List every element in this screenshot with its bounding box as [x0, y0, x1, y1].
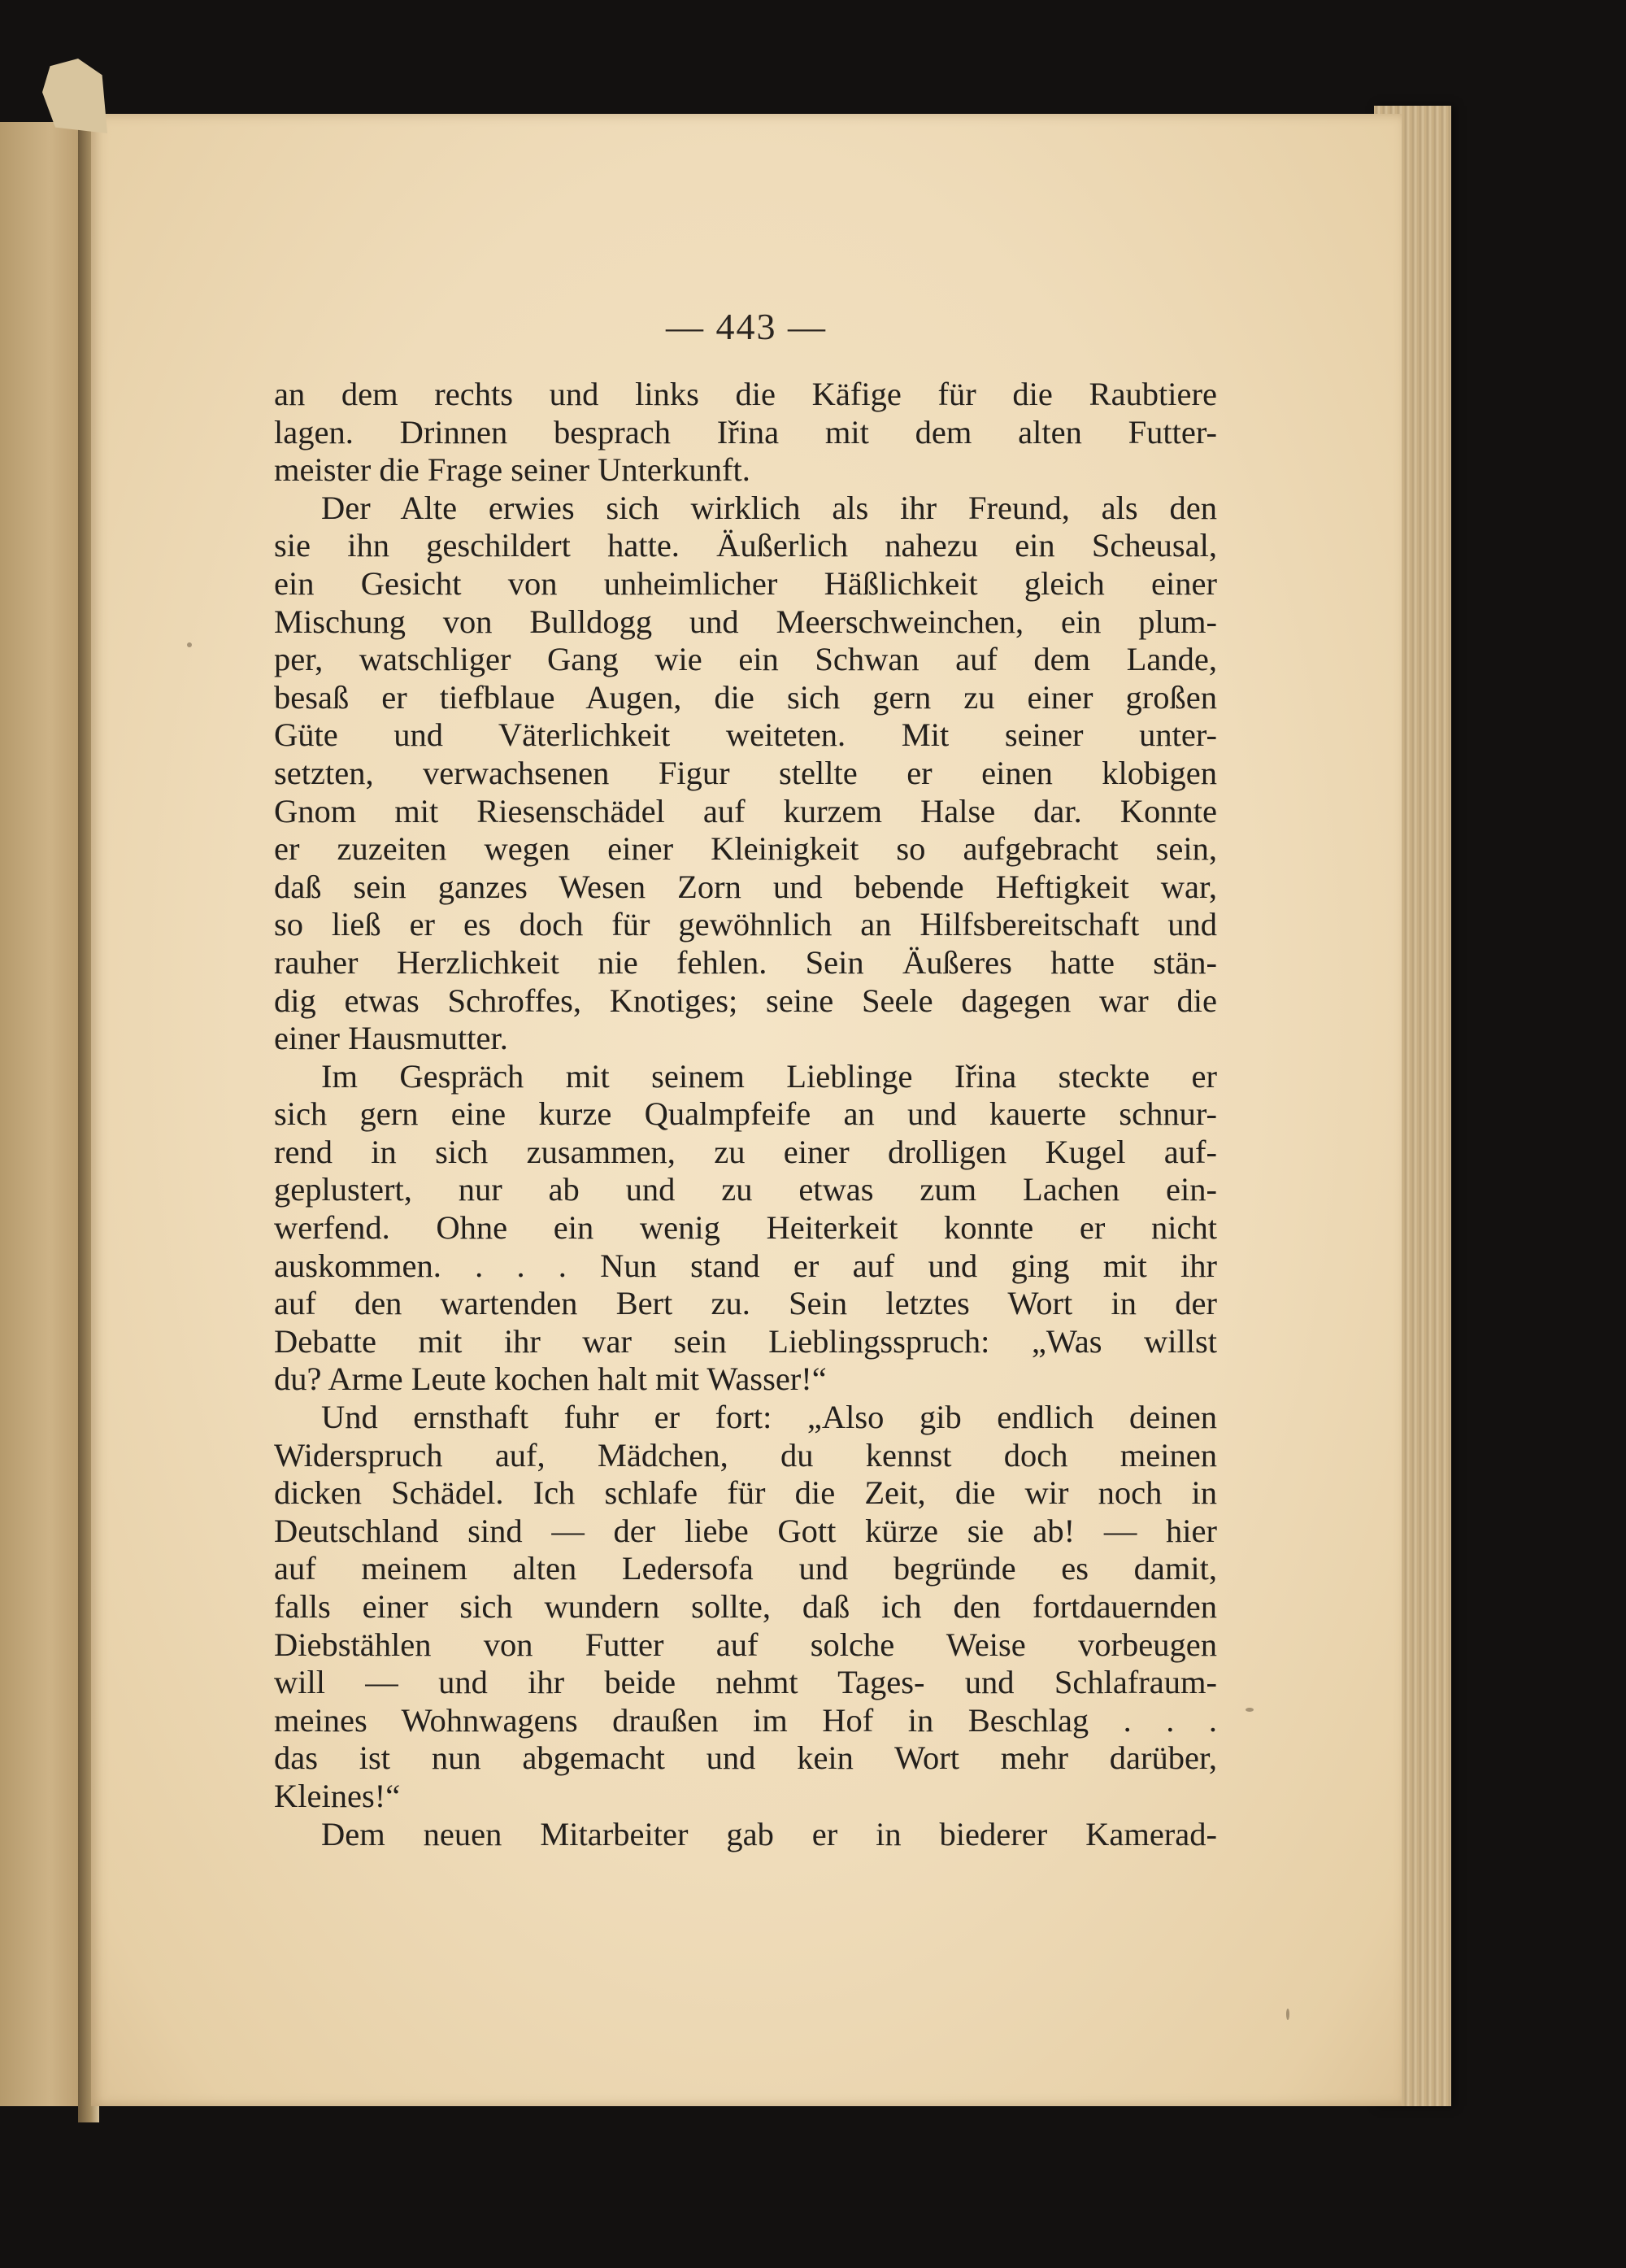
- text-line: meines Wohnwagens draußen im Hof in Beschlag . . .: [274, 1701, 1217, 1739]
- text-line: rauher Herzlichkeit nie fehlen. Sein Äußeres hatte stän-: [274, 943, 1217, 981]
- text-line: Mischung von Bulldogg und Meerschweinchen, ein plum-: [274, 603, 1217, 640]
- text-line: Und ernsthaft fuhr er fort: „Also gib endlich deinen: [321, 1399, 1217, 1436]
- text-line: falls einer sich wundern sollte, daß ich den fortdauernden: [274, 1588, 1217, 1625]
- text-line: dig etwas Schroffes, Knotiges; seine Seele dagegen war die: [274, 982, 1217, 1019]
- body-text: [274, 376, 1217, 1853]
- text-line: Güte und Väterlichkeit weiteten. Mit seiner unter-: [274, 716, 1217, 754]
- text-line: lagen. Drinnen besprach Iřina mit dem alten Futter-: [274, 413, 1217, 451]
- text-line: so ließ er es doch für gewöhnlich an Hilfsbereitschaft und: [274, 906, 1217, 943]
- page-number: — 443 —: [666, 306, 827, 347]
- text-line: geplustert, nur ab und zu etwas zum Lachen ein-: [274, 1171, 1217, 1208]
- text-line: Im Gespräch mit seinem Lieblinge Iřina steckte er: [321, 1057, 1217, 1095]
- text-line: per, watschliger Gang wie ein Schwan auf dem Lande,: [274, 641, 1217, 678]
- text-line: Kleines!“: [274, 1777, 401, 1814]
- text-line: meister die Frage seiner Unterkunft.: [274, 451, 750, 489]
- text-line: an dem rechts und links die Käfige für die Raubtiere: [274, 376, 1217, 412]
- text-line: er zuzeiten wegen einer Kleinigkeit so aufgebracht sein,: [274, 830, 1217, 868]
- text-line: auf meinem alten Ledersofa und begründe es damit,: [274, 1550, 1217, 1587]
- text-line: dicken Schädel. Ich schlafe für die Zeit, die wir noch in: [274, 1474, 1217, 1512]
- text-line: setzten, verwachsenen Figur stellte er einen klobigen: [274, 754, 1217, 791]
- text-line: Widerspruch auf, Mädchen, du kennst doch meinen: [274, 1436, 1217, 1474]
- paper-speck: [1246, 1708, 1254, 1712]
- text-line: sich gern eine kurze Qualmpfeife an und kauerte schnur-: [274, 1095, 1217, 1133]
- text-line: werfend. Ohne ein wenig Heiterkeit konnte er nicht: [274, 1209, 1217, 1247]
- text-line: Der Alte erwies sich wirklich als ihr Freund, als den: [321, 489, 1217, 526]
- book-page: [91, 114, 1402, 2106]
- text-line: ein Gesicht von unheimlicher Häßlichkeit gleich einer: [274, 564, 1217, 602]
- text-line: Gnom mit Riesenschädel auf kurzem Halse dar. Konnte: [274, 792, 1217, 829]
- text-line: Diebstählen von Futter auf solche Weise vorbeugen: [274, 1626, 1217, 1663]
- text-line: auskommen. . . . Nun stand er auf und ging mit ihr: [274, 1247, 1217, 1284]
- text-line: du? Arme Leute kochen halt mit Wasser!“: [274, 1360, 827, 1398]
- text-line: Debatte mit ihr war sein Lieblingsspruch: „Was willst: [274, 1322, 1217, 1360]
- text-line: besaß er tiefblaue Augen, die sich gern zu einer großen: [274, 678, 1217, 716]
- text-line: das ist nun abgemacht und kein Wort mehr darüber,: [274, 1739, 1217, 1777]
- text-line: auf den wartenden Bert zu. Sein letztes Wort in der: [274, 1285, 1217, 1322]
- text-line: rend in sich zusammen, zu einer drolligen Kugel auf-: [274, 1133, 1217, 1170]
- text-line: einer Hausmutter.: [274, 1020, 508, 1057]
- text-line: daß sein ganzes Wesen Zorn und bebende Heftigkeit war,: [274, 868, 1217, 905]
- text-line: sie ihn geschildert hatte. Äußerlich nahezu ein Scheusal,: [274, 527, 1217, 564]
- text-line: will — und ihr beide nehmt Tages- und Schlafraum-: [274, 1664, 1217, 1701]
- text-line: Deutschland sind — der liebe Gott kürze sie ab! — hier: [274, 1512, 1217, 1549]
- paper-speck: [187, 642, 192, 647]
- text-line: Dem neuen Mitarbeiter gab er in biederer Kamerad-: [321, 1815, 1217, 1852]
- paper-speck: [1286, 2009, 1289, 2020]
